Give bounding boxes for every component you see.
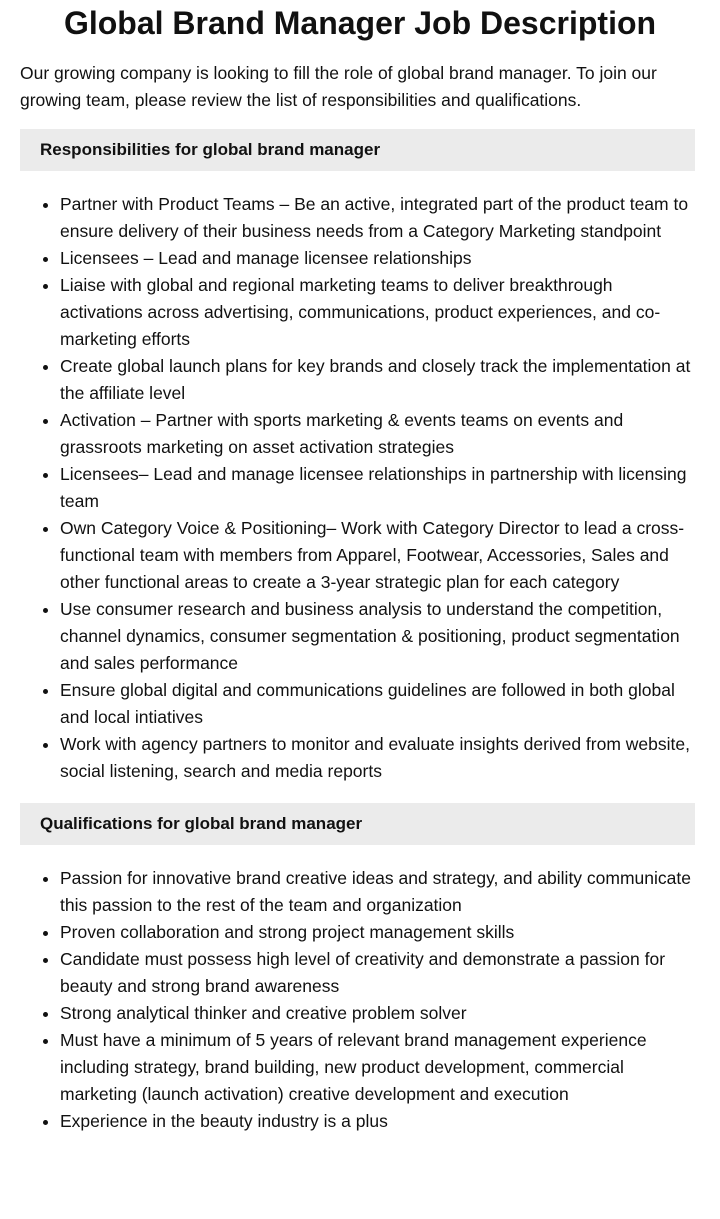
responsibilities-heading: Responsibilities for global brand manager bbox=[20, 129, 695, 171]
list-item: • Own Category Voice & Positioning– Work with Category Director to lead a cross-functional team with members from Apparel, Footwear, Accessories, Sales and other functional areas to create a 3-year strategic plan for each category bbox=[60, 515, 695, 596]
list-item: • Liaise with global and regional marketing teams to deliver breakthrough activations across advertising, communications, product experiences, and co-marketing efforts bbox=[60, 272, 695, 353]
list-item: • Experience in the beauty industry is a plus bbox=[60, 1108, 695, 1135]
list-item: • Strong analytical thinker and creative problem solver bbox=[60, 1000, 695, 1027]
list-item: • Activation – Partner with sports marketing & events teams on events and grassroots marketing on asset activation strategies bbox=[60, 407, 695, 461]
list-item: • Use consumer research and business analysis to understand the competition, channel dynamics, consumer segmentation & positioning, product segmentation and sales performance bbox=[60, 596, 695, 677]
list-item: • Proven collaboration and strong project management skills bbox=[60, 919, 695, 946]
list-item: • Must have a minimum of 5 years of relevant brand management experience including strategy, brand building, new product development, commercial marketing (launch activation) creative development and execution bbox=[60, 1027, 695, 1108]
list-item: • Candidate must possess high level of creativity and demonstrate a passion for beauty and strong brand awareness bbox=[60, 946, 695, 1000]
list-item: • Partner with Product Teams – Be an active, integrated part of the product team to ensure delivery of their business needs from a Category Marketing standpoint bbox=[60, 191, 695, 245]
intro-paragraph: Our growing company is looking to fill the role of global brand manager. To join our growing team, please review the list of responsibilities and qualifications. bbox=[20, 63, 657, 110]
qualifications-heading: Qualifications for global brand manager bbox=[20, 803, 695, 845]
list-item: • Work with agency partners to monitor and evaluate insights derived from website, social listening, search and media reports bbox=[60, 731, 695, 785]
qualifications-list bbox=[20, 865, 695, 1135]
responsibilities-list bbox=[20, 191, 695, 785]
list-item: • Ensure global digital and communications guidelines are followed in both global and local intiatives bbox=[60, 677, 695, 731]
page-title: Global Brand Manager Job Description bbox=[63, 5, 657, 41]
list-item: • Create global launch plans for key brands and closely track the implementation at the affiliate level bbox=[60, 353, 695, 407]
list-item: • Passion for innovative brand creative ideas and strategy, and ability communicate this passion to the rest of the team and organization bbox=[60, 865, 695, 919]
list-item: • Licensees – Lead and manage licensee relationships bbox=[60, 245, 695, 272]
list-item: • Licensees– Lead and manage licensee relationships in partnership with licensing team bbox=[60, 461, 695, 515]
